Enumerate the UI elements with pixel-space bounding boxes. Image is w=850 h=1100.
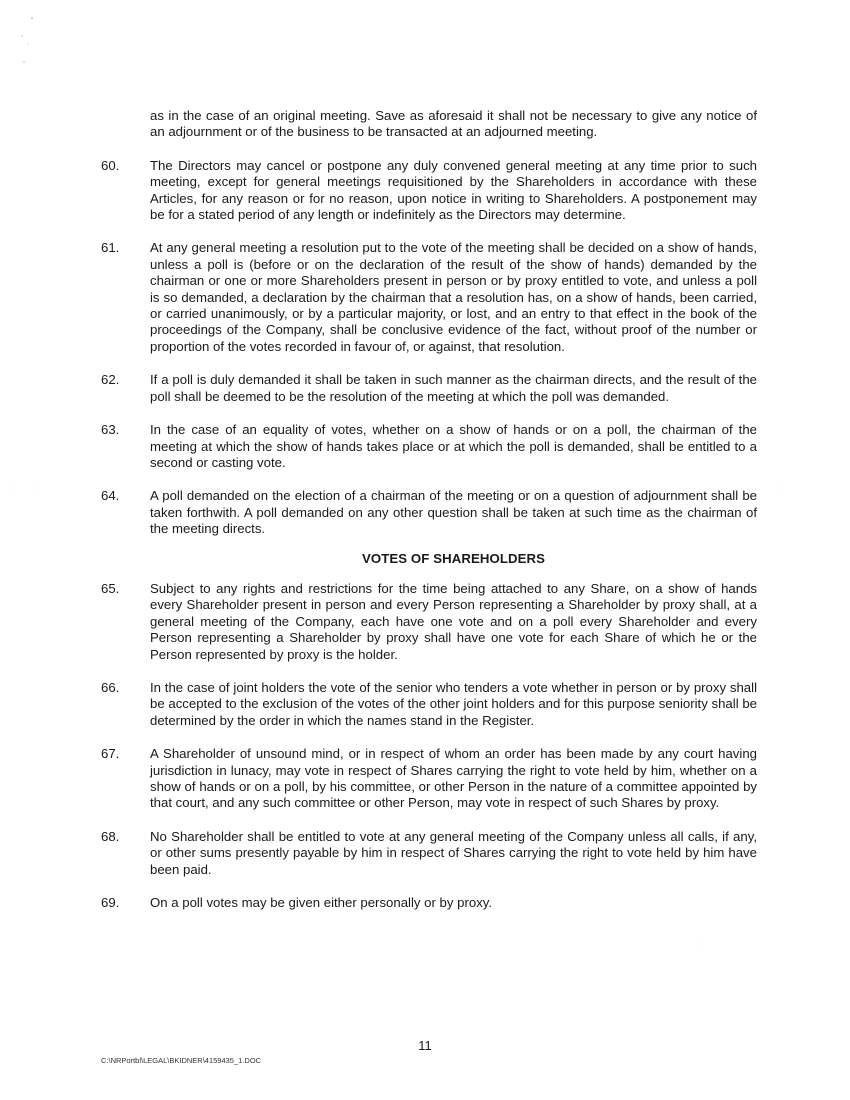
clause-text: In the case of an equality of votes, whether on a show of hands or on a poll, the chairman of the meeting at which the show of hands takes place or at which the poll is demanded, shall be entitled to a second or casting vote. <box>150 422 757 470</box>
clause-63 <box>101 422 757 471</box>
clause-number: 62. <box>101 372 120 388</box>
clause-text: A Shareholder of unsound mind, or in respect of whom an order has been made by any court having jurisdiction in lunacy, may vote in respect of Shares carrying the right to vote held by him, whether on a show of hands or on a poll, by his committee, or other Person in the nature of a committee appointed by that court, and any such committee or other Person, may vote in respect of such Shares by proxy. <box>150 746 757 811</box>
clause-number: 68. <box>101 828 120 844</box>
clause-text: On a poll votes may be given either personally or by proxy. <box>150 895 493 911</box>
document-body <box>101 108 757 928</box>
clause-text: No Shareholder shall be entitled to vote at any general meeting of the Company unless all calls, if any, or other sums presently payable by him in respect of Shares carrying the right to vote held by him have been paid. <box>150 828 757 877</box>
continuation-paragraph: as in the case of an original meeting. Save as aforesaid it shall not be necessary to give any notice of an adjournment or of the business to be transacted at an adjourned meeting. <box>150 108 757 140</box>
clause-66 <box>101 680 757 729</box>
clause-62 <box>101 372 757 405</box>
clause-text: A poll demanded on the election of a chairman of the meeting or on a question of adjournment shall be taken forthwith. A poll demanded on any other question shall be taken at such time as the chairman of the meeting directs. <box>150 488 757 537</box>
clause-68 <box>101 829 757 878</box>
clause-number: 67. <box>101 746 120 762</box>
clause-number: 66. <box>101 679 120 695</box>
footer-file-path: C:\NRPortbl\LEGAL\BKIDNER\4159435_1.DOC <box>101 1056 262 1065</box>
clause-number: 60. <box>101 157 120 173</box>
clause-text: Subject to any rights and restrictions for the time being attached to any Share, on a show of hands every Shareholder present in person and every Person representing a Shareholder by proxy shall, at a general meeting of the Company, each have one vote and on a poll every Shareholder and every Person representing a Shareholder by proxy shall have one vote for each Share of which he or the Person represented by proxy is the holder. <box>150 580 757 662</box>
clause-number: 69. <box>101 895 120 911</box>
clause-number: 63. <box>101 422 120 438</box>
clause-number: 64. <box>101 488 120 504</box>
clause-65 <box>101 581 757 663</box>
clause-text: The Directors may cancel or postpone any duly convened general meeting at any time prior to such meeting, except for general meetings requisitioned by the Shareholders in accordance with these Articles, for any reason or for no reason, upon notice in writing to Shareholders. A postponement may be for a stated period of any length or indefinitely as the Directors may determine. <box>150 157 757 223</box>
clause-64 <box>101 488 757 537</box>
clause-60 <box>101 158 757 224</box>
page-number: 11 <box>418 1038 432 1053</box>
clause-text: In the case of joint holders the vote of the senior who tenders a vote whether in person or by proxy shall be accepted to the exclusion of the votes of the other joint holders and for this purpose seniority shall be determined by the order in which the names stand in the Register. <box>150 679 757 728</box>
section-heading: VOTES OF SHAREHOLDERS <box>361 550 546 566</box>
clause-69 <box>101 895 757 911</box>
clause-number: 61. <box>101 240 120 256</box>
clause-text: If a poll is duly demanded it shall be taken in such manner as the chairman directs, and the result of the poll shall be deemed to be the resolution of the meeting at which the poll was demanded. <box>150 372 757 404</box>
clause-text: At any general meeting a resolution put to the vote of the meeting shall be decided on a show of hands, unless a poll is (before or on the declaration of the result of the show of hands) demanded by the chairman or one or more Shareholders present in person or by proxy entitled to vote, and unless a poll is so demanded, a declaration by the chairman that a resolution has, on a show of hands, been carried, or carried unanimously, or by a particular majority, or lost, and an entry to that effect in the book of the proceedings of the Company, shall be conclusive evidence of the fact, without proof of the number or proportion of the votes recorded in favour of, or against, that resolution. <box>150 240 757 354</box>
clause-number: 65. <box>101 580 120 596</box>
clause-61 <box>101 240 757 355</box>
clause-67 <box>101 746 757 812</box>
